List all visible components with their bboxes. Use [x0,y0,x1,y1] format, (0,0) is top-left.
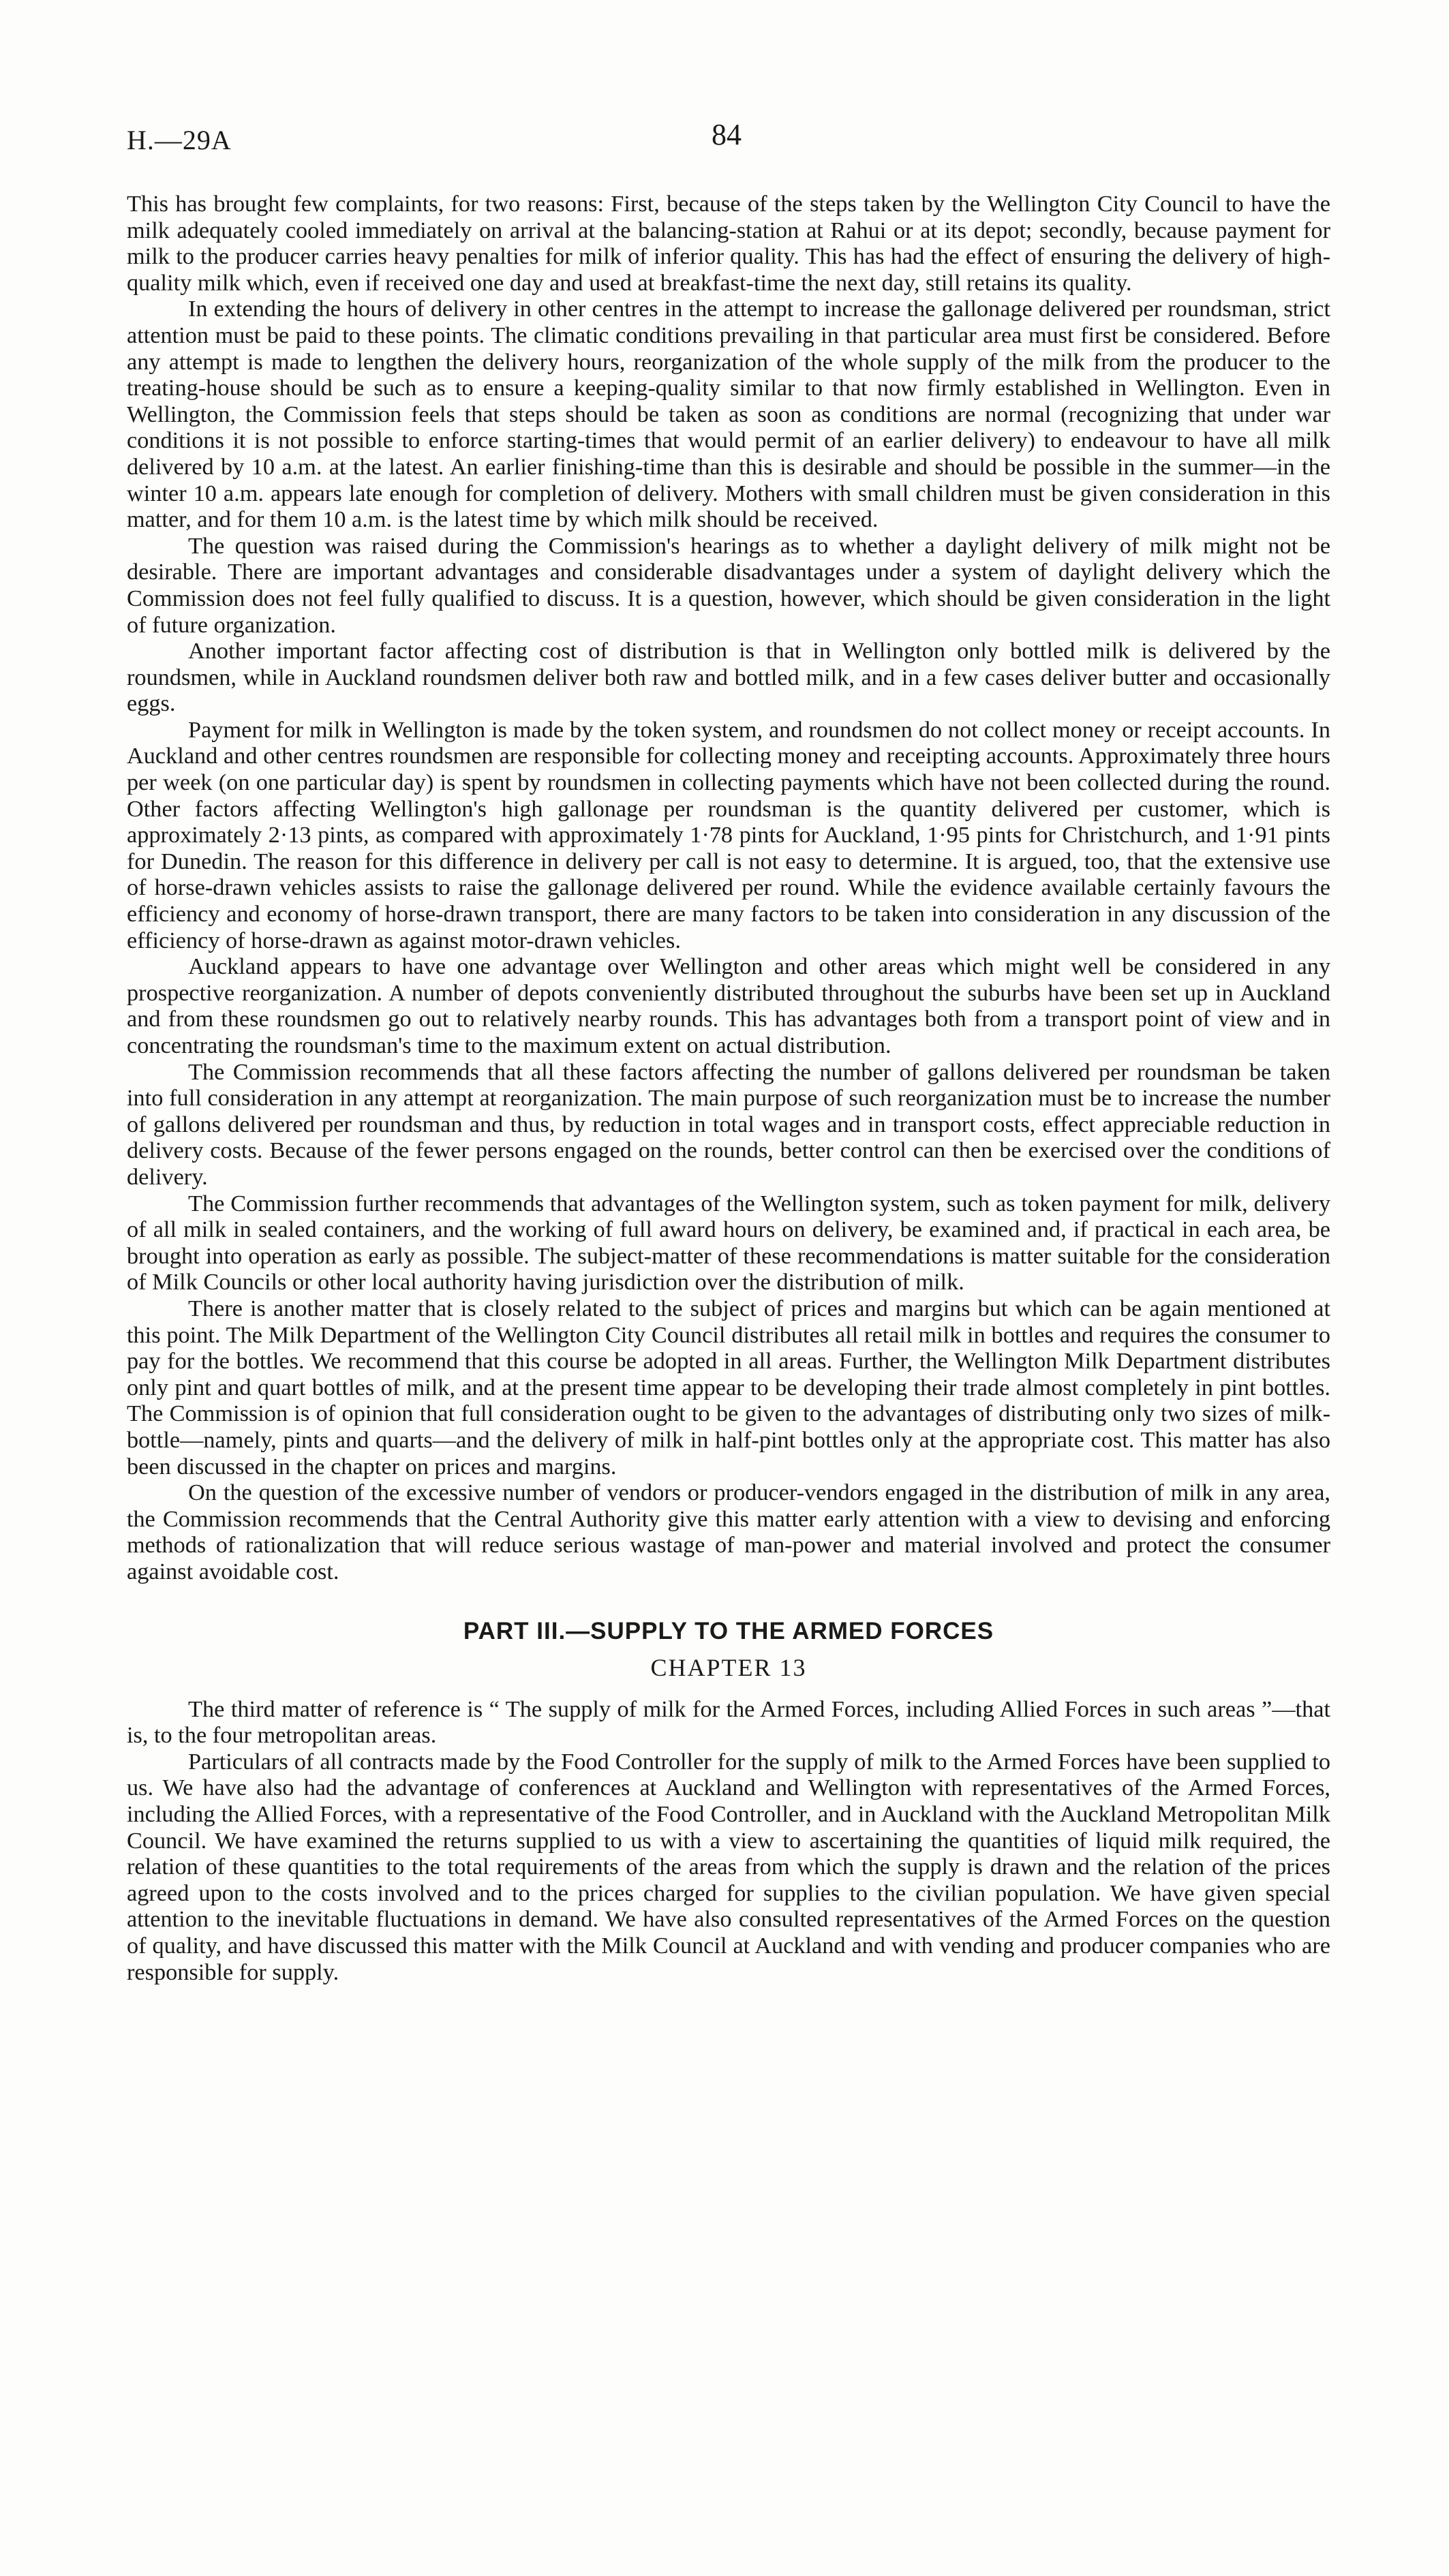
part-heading: PART III.—SUPPLY TO THE ARMED FORCES [463,1618,994,1645]
paragraph: Payment for milk in Wellington is made by the token system, and roundsmen do not collect money or receipt accounts. In Auckland and other centres roundsmen are responsible for collecting money and receipting accounts. Approximately three hours per week (on one particular day) is spent by roundsmen in collecting payments which have not been collected during the round. Other factors affecting Wellington's high gallonage per roundsman is the quantity delivered per customer, which is approximately 2·13 pints, as compared with approximately 1·78 pints for Auckland, 1·95 pints for Christchurch, and 1·91 pints for Dunedin. The reason for this difference in delivery per call is not easy to determine. It is argued, too, that the extensive use of horse-drawn vehicles assists to raise the gallonage delivered per round. While the evidence available certainly favours the efficiency and economy of horse-drawn transport, there are many factors to be taken into consideration in any discussion of the efficiency of horse-drawn as against motor-drawn vehicles. [127,716,1330,953]
chapter-heading: CHAPTER 13 [650,1654,807,1682]
body-text [127,191,1330,1985]
page-number: 84 [712,118,742,151]
paragraph: The third matter of reference is “ The supply of milk for the Armed Forces, including Allied Forces in such areas ”—that is, to the four metropolitan areas. [127,1696,1330,1749]
paragraph: The question was raised during the Commission's hearings as to whether a daylight delivery of milk might not be desirable. There are important advantages and considerable disadvantages under a system of daylight delivery which the Commission does not feel fully qualified to discuss. It is a question, however, which should be given consideration in the light of future organization. [127,532,1330,638]
document-reference: H.—29A [127,125,232,155]
paragraph: The Commission recommends that all these factors affecting the number of gallons delivered per roundsman be taken into full consideration in any attempt at reorganization. The main purpose of such reorganization must be to increase the number of gallons delivered per roundsman and thus, by reduction in total wages and in transport costs, effect appreciable reduction in delivery costs. Because of the fewer persons engaged on the rounds, better control can then be exercised over the conditions of delivery. [127,1058,1330,1190]
paragraph: On the question of the excessive number of vendors or producer-vendors engaged in the distribution of milk in any area, the Commission recommends that the Central Authority give this matter early attention with a view to devising and enforcing methods of rationalization that will reduce serious wastage of man-power and material involved and protect the consumer against avoidable cost. [127,1479,1330,1584]
paragraph: There is another matter that is closely related to the subject of prices and margins but which can be again mentioned at this point. The Milk Department of the Wellington City Council distributes all retail milk in bottles and requires the consumer to pay for the bottles. We recommend that this course be adopted in all areas. Further, the Wellington Milk Department distributes only pint and quart bottles of milk, and at the present time appear to be developing their trade almost completely in pint bottles. The Commission is of opinion that full consideration ought to be given to the advantages of distributing only two sizes of milk-bottle—namely, pints and quarts—and the delivery of milk in half-pint bottles only at the appropriate cost. This matter has also been discussed in the chapter on prices and margins. [127,1295,1330,1479]
paragraph: The Commission further recommends that advantages of the Wellington system, such as token payment for milk, delivery of all milk in sealed containers, and the working of full award hours on delivery, be examined and, if practical in each area, be brought into operation as early as possible. The subject-matter of these recommendations is matter suitable for the consideration of Milk Councils or other local authority having jurisdiction over the distribution of milk. [127,1190,1330,1295]
paragraph: Particulars of all contracts made by the Food Controller for the supply of milk to the Armed Forces have been supplied to us. We have also had the advantage of conferences at Auckland and Wellington with representatives of the Armed Forces, including the Allied Forces, with a representative of the Food Controller, and in Auckland with the Auckland Metropolitan Milk Council. We have examined the returns supplied to us with a view to ascertaining the quantities of liquid milk required, the relation of these quantities to the total requirements of the areas from which the supply is drawn and the relation of the prices agreed upon to the costs involved and to the prices charged for supplies to the civilian population. We have given special attention to the inevitable fluctuations in demand. We have also consulted representatives of the Armed Forces on the question of quality, and have discussed this matter with the Milk Council at Auckland and with vending and producer companies who are responsible for supply. [127,1748,1330,1985]
paragraph: Another important factor affecting cost of distribution is that in Wellington only bottled milk is delivered by the roundsmen, while in Auckland roundsmen deliver both raw and bottled milk, and in a few cases deliver butter and occasionally eggs. [127,638,1330,717]
paragraph: In extending the hours of delivery in other centres in the attempt to increase the gallonage delivered per roundsman, strict attention must be paid to these points. The climatic conditions prevailing in that particular area must first be considered. Before any attempt is made to lengthen the delivery hours, reorganization of the whole supply of the milk from the producer to the treating-house should be such as to ensure a keeping-quality similar to that now firmly established in Wellington. Even in Wellington, the Commission feels that steps should be taken as soon as conditions are normal (recognizing that under war conditions it is not possible to enforce starting-times that would permit of an earlier delivery) to endeavour to have all milk delivered by 10 a.m. at the latest. An earlier finishing-time than this is desirable and should be possible in the summer—in the winter 10 a.m. appears late enough for completion of delivery. Mothers with small children must be given consideration in this matter, and for them 10 a.m. is the latest time by which milk should be received. [127,296,1330,533]
page-header [120,112,1333,159]
paragraph: This has brought few complaints, for two reasons: First, because of the steps taken by the Wellington City Council to have the milk adequately cooled immediately on arrival at the balancing-station at Rahui or at its depot; secondly, because payment for milk to the producer carries heavy penalties for milk of inferior quality. This has had the effect of ensuring the delivery of high-quality milk which, even if received one day and used at breakfast-time the next day, still retains its quality. [127,191,1330,296]
paragraph: Auckland appears to have one advantage over Wellington and other areas which might well be considered in any prospective reorganization. A number of depots conveniently distributed throughout the suburbs have been set up in Auckland and from these roundsmen go out to relatively nearby rounds. This has advantages both from a transport point of view and in concentrating the roundsman's time to the maximum extent on actual distribution. [127,953,1330,1058]
